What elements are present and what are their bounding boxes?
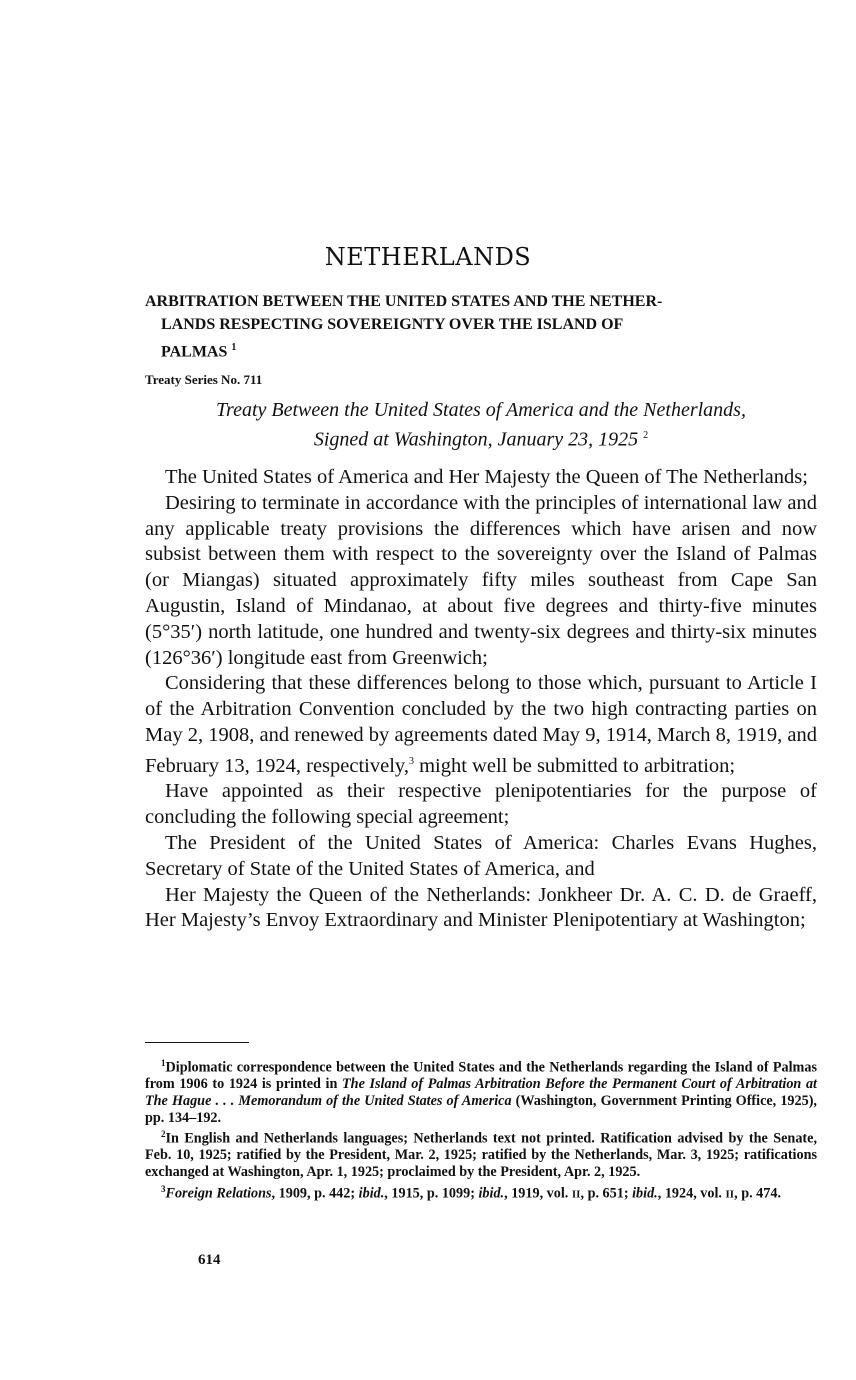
treaty-series-label: Treaty Series No. 711 (145, 372, 263, 387)
footnote-2 (145, 1126, 817, 1181)
footnote-text: , p. 651; (580, 1185, 633, 1202)
footnote-italic: ibid. (632, 1185, 658, 1202)
heading-line-2: LANDS RESPECTING SOVEREIGNTY OVER THE ISLAND OF (161, 316, 624, 333)
footnote-divider (145, 1042, 249, 1043)
footnote-2-mark: 2 (161, 1129, 166, 1140)
footnote-volume: II (571, 1188, 581, 1201)
footnote-text: In English and Netherlands languages; Netherlands text not printed. Ratification advised by the Senate, Feb. 10, 1925; ratified by the President, Mar. 2, 1925; ratified by the Netherlands, Mar. 3, 1925; ratifications exchanged at Washington, Apr. 1, 1925; proclaimed by the President, Apr. 2, 1925. (145, 1130, 817, 1181)
body-paragraph (145, 671, 817, 779)
body-paragraph: Have appointed as their respective plenipotentiaries for the purpose of concluding the following special agreement; (145, 780, 817, 829)
body-paragraph: Desiring to terminate in accordance with the principles of international law and any applicable treaty provisions the differences which have arisen and now subsist between them with respect to the sovereignty over the Island of Palmas (or Miangas) situated approximately fifty miles southeast from Cape San Augustin, Island of Mindanao, at about five degrees and thirty-five minutes (5°35′) north latitude, one hundred and twenty-six degrees and thirty-six minutes (126°36′) longitude east from Greenwich; (145, 491, 817, 669)
footnote-italic: Foreign Relations (165, 1185, 272, 1202)
footnote-text: Diplomatic correspondence between the United States and the Netherlands regarding the Island of Palmas from 1906 to 1924 is printed in (145, 1059, 817, 1093)
footnote-text: , 1924, vol. (657, 1185, 726, 1202)
body-paragraph-text: might well be submitted to arbitration; (413, 754, 736, 777)
treaty-title (145, 397, 817, 453)
footnote-text: , 1919, vol. (504, 1185, 572, 1202)
footnote-mark-3: 3 (408, 755, 414, 767)
footnote-italic: The Island of Palmas Arbitration Before the Permanent Court of Arbitration at The Hague . . . Memorandum of the United States of America (145, 1076, 817, 1109)
treaty-title-line-2 (145, 423, 817, 453)
heading-line-3 (145, 336, 817, 363)
footnote-italic: ibid. (478, 1185, 505, 1202)
page-number: 614 (198, 1252, 221, 1268)
body-paragraph: Her Majesty the Queen of the Netherlands: Jonkheer Dr. A. C. D. de Graeff, Her Majesty’s Envoy Extraordinary and Minister Plenipotentiary at Washington; (145, 883, 817, 932)
treaty-body (145, 465, 817, 934)
footnote-3-mark: 3 (161, 1183, 166, 1194)
footnote-italic: ibid. (358, 1185, 385, 1202)
footnote-volume: II (725, 1188, 735, 1201)
footnote-3 (145, 1181, 817, 1203)
heading-line-1: ARBITRATION BETWEEN THE UNITED STATES AND THE NETHER- (145, 293, 663, 310)
heading-line-3-text: PALMAS (161, 343, 228, 361)
treaty-title-line-1: Treaty Between the United States of America and the Netherlands, (216, 399, 746, 421)
section-heading (145, 290, 817, 363)
body-paragraph: The President of the United States of America: Charles Evans Hughes, Secretary of State of the United States of America, and (145, 831, 817, 880)
country-title: NETHERLANDS (324, 243, 532, 271)
body-paragraph-text: Considering that these differences belong to those which, pursuant to Article I of the Arbitration Convention concluded by the two high contracting parties on May 2, 1908, and renewed by agreements dated May 9, 1914, March 8, 1919, and February 13, 1924, respectively, (145, 672, 817, 777)
footnote-text: , 1915, p. 1099; (384, 1185, 479, 1202)
body-paragraph: The United States of America and Her Majesty the Queen of The Netherlands; (165, 466, 808, 488)
footnote-text: (Washington, Government Printing Office, 1925), pp. 134–192. (145, 1092, 817, 1126)
footnote-text: , 1909, p. 442; (271, 1185, 359, 1202)
footnote-mark-1: 1 (231, 342, 237, 353)
footnote-1-mark: 1 (161, 1058, 166, 1068)
footnote-mark-2: 2 (643, 430, 649, 441)
footnotes (145, 1055, 817, 1203)
treaty-title-line-2-text: Signed at Washington, January 23, 1925 (313, 428, 639, 451)
footnote-text: , p. 474. (734, 1185, 781, 1202)
footnote-1 (145, 1055, 817, 1126)
